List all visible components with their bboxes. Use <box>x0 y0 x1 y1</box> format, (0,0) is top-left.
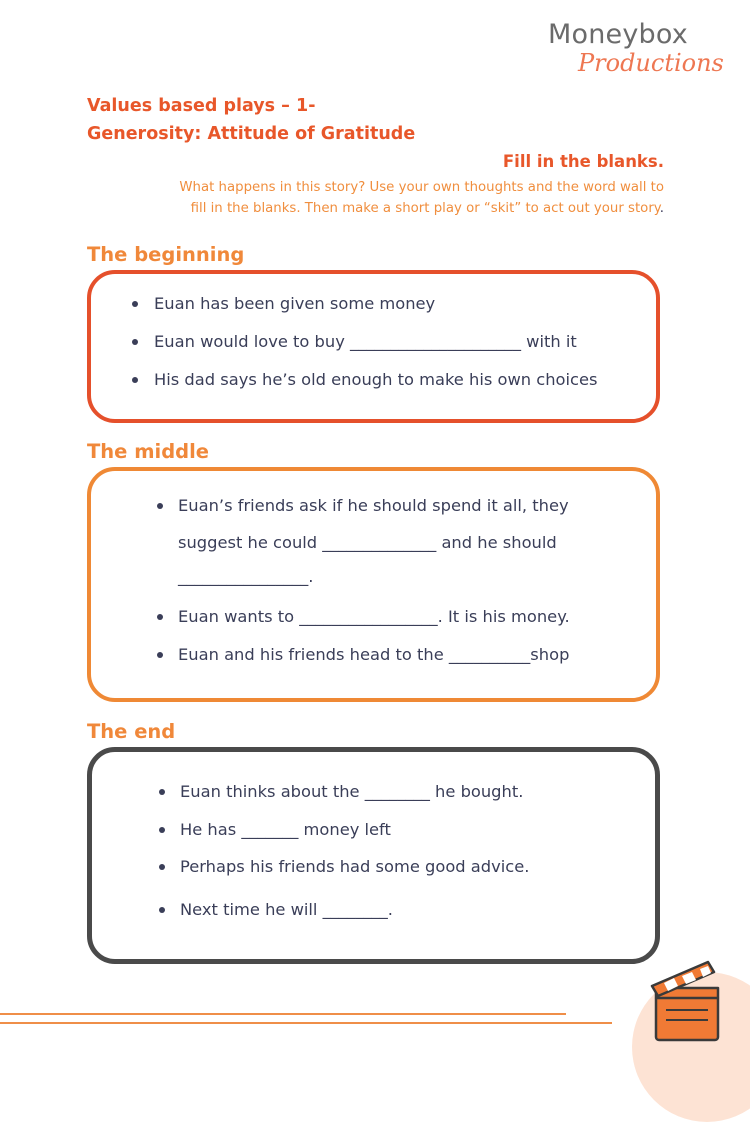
middle-line-3: ________________. <box>178 567 314 586</box>
footer-divider <box>0 1013 566 1015</box>
bullet <box>157 652 163 658</box>
instructions-line-1: What happens in this story? Use your own thoughts and the word wall to <box>179 180 664 195</box>
bullet <box>159 789 165 795</box>
instructions-period: . <box>659 201 664 216</box>
section-heading-beginning: The beginning <box>87 243 245 266</box>
bullet <box>132 339 138 345</box>
beginning-line-1: Euan has been given some money <box>154 294 436 313</box>
clapperboard-icon <box>648 958 728 1048</box>
end-box <box>87 747 660 964</box>
bullet <box>132 301 138 307</box>
footer-divider <box>0 1022 612 1024</box>
instructions-heading: Fill in the blanks. <box>502 152 664 171</box>
logo-wordmark: Moneybox <box>548 19 688 50</box>
middle-line-5: Euan and his friends head to the __________shop <box>178 645 570 664</box>
beginning-line-2: Euan would love to buy _____________________ with it <box>154 332 577 351</box>
section-heading-end: The end <box>87 720 176 743</box>
worksheet-title: Values based plays – 1- <box>87 96 316 116</box>
middle-line-2: suggest he could ______________ and he should <box>178 533 557 552</box>
bullet <box>159 907 165 913</box>
end-line-2: He has _______ money left <box>180 820 391 839</box>
middle-line-4: Euan wants to _________________. It is his money. <box>178 607 570 626</box>
logo-subtitle: Productions <box>578 49 724 77</box>
instructions-line-2: fill in the blanks. Then make a short play or “skit” to act out your story <box>190 201 660 216</box>
logo <box>548 20 728 76</box>
middle-line-1: Euan’s friends ask if he should spend it all, they <box>178 496 569 515</box>
bullet <box>157 614 163 620</box>
section-heading-middle: The middle <box>87 440 210 463</box>
end-line-4: Next time he will ________. <box>180 900 393 919</box>
bullet <box>132 377 138 383</box>
end-line-1: Euan thinks about the ________ he bought. <box>180 782 524 801</box>
instructions-text <box>64 177 664 219</box>
bullet <box>157 503 163 509</box>
beginning-line-3: His dad says he’s old enough to make his own choices <box>154 370 598 389</box>
bullet <box>159 864 165 870</box>
worksheet-subtitle: Generosity: Attitude of Gratitude <box>87 124 416 144</box>
bullet <box>159 827 165 833</box>
end-line-3: Perhaps his friends had some good advice. <box>180 857 530 876</box>
